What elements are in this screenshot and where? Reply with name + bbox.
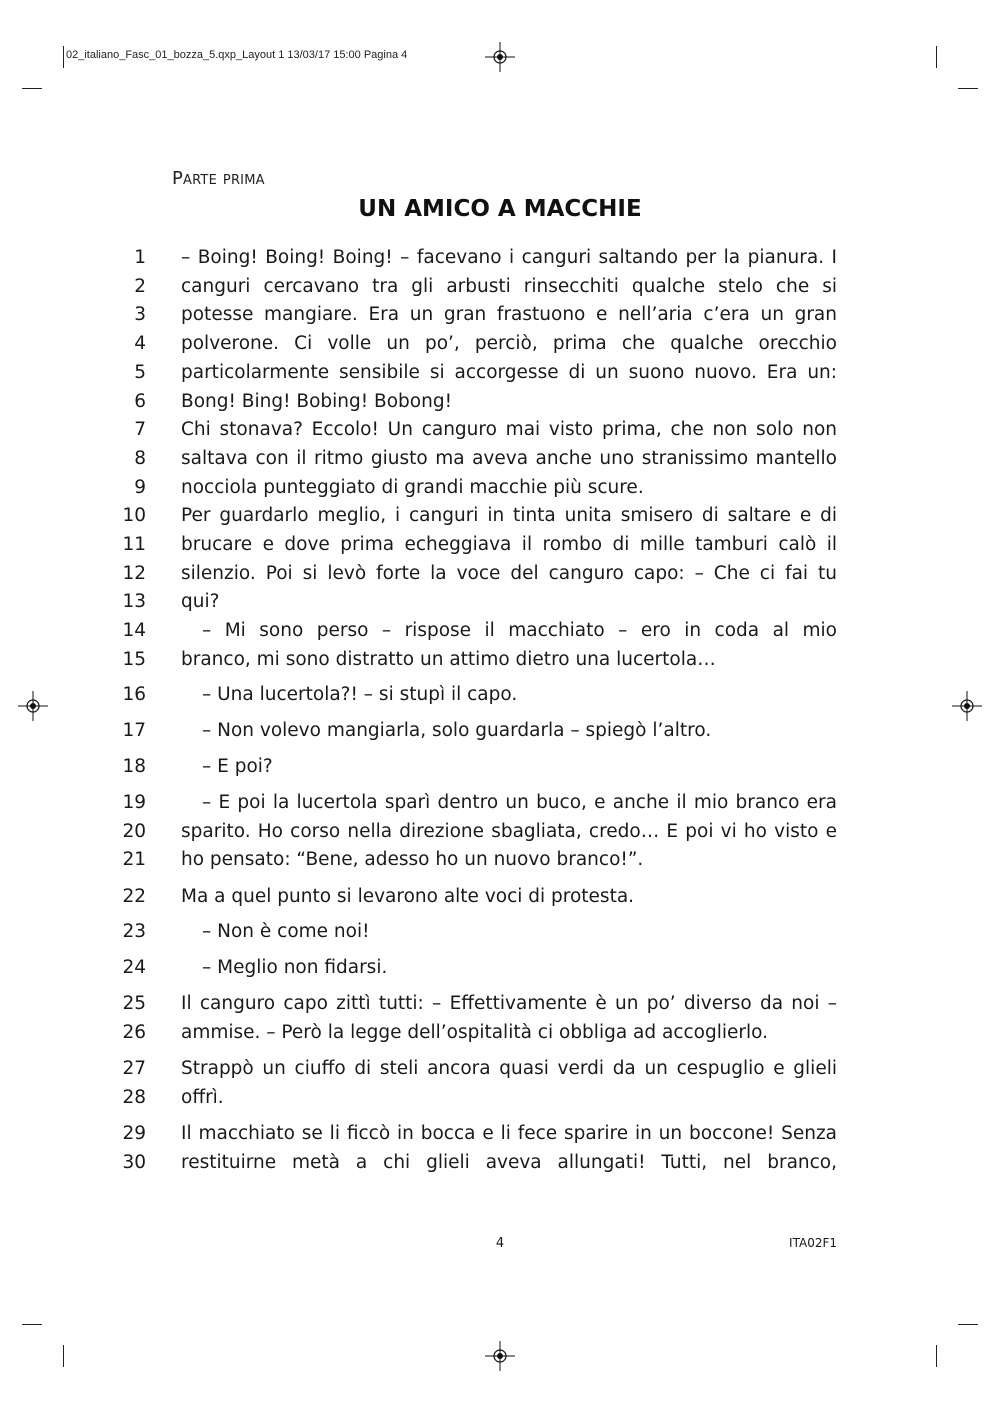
line-number: 27 bbox=[122, 1058, 146, 1079]
text-line bbox=[0, 953, 1000, 982]
line-text: – Una lucertola?! – si stupì il capo. bbox=[202, 684, 518, 705]
line-number: 19 bbox=[122, 792, 146, 813]
line-text: – E poi la lucertola sparì dentro un buco, e anche il mio branco era bbox=[202, 792, 837, 813]
text-line bbox=[0, 387, 1000, 416]
crop-mark-top-right-v bbox=[936, 46, 937, 68]
crop-mark-top-right-h bbox=[958, 88, 978, 89]
text-line bbox=[0, 817, 1000, 846]
crop-mark-bottom-left-v bbox=[63, 1345, 64, 1367]
line-text: particolarmente sensibile si accorgesse di un suono nuovo. Era un: bbox=[181, 362, 837, 383]
line-number: 7 bbox=[134, 419, 146, 440]
line-text: Strappò un ciuffo di steli ancora quasi verdi da un cespuglio e glieli bbox=[181, 1058, 837, 1079]
section-label: Parte prima bbox=[172, 168, 265, 189]
line-number: 3 bbox=[134, 304, 146, 325]
text-line bbox=[0, 243, 1000, 272]
text-line bbox=[0, 1119, 1000, 1148]
text-line bbox=[0, 272, 1000, 301]
line-text: canguri cercavano tra gli arbusti rinsecchiti qualche stelo che si bbox=[181, 276, 837, 297]
line-number: 4 bbox=[134, 333, 146, 354]
line-number: 16 bbox=[122, 684, 146, 705]
line-text: silenzio. Poi si levò forte la voce del canguro capo: – Che ci fai tu bbox=[181, 563, 837, 584]
text-line bbox=[0, 587, 1000, 616]
text-line bbox=[0, 882, 1000, 911]
line-text: restituirne metà a chi glieli aveva allungati! Tutti, nel branco, bbox=[181, 1152, 837, 1173]
line-number: 29 bbox=[122, 1123, 146, 1144]
line-number: 12 bbox=[122, 563, 146, 584]
line-number: 26 bbox=[122, 1022, 146, 1043]
line-text: – Mi sono perso – rispose il macchiato – ero in coda al mio bbox=[202, 620, 837, 641]
line-number: 5 bbox=[134, 362, 146, 383]
line-text: polverone. Ci volle un po’, perciò, prima che qualche orecchio bbox=[181, 333, 837, 354]
crop-mark-top-left-h bbox=[22, 88, 42, 89]
text-line bbox=[0, 680, 1000, 709]
line-number: 21 bbox=[122, 849, 146, 870]
line-text: nocciola punteggiato di grandi macchie più scure. bbox=[181, 477, 644, 498]
text-line bbox=[0, 917, 1000, 946]
line-text: ho pensato: “Bene, adesso ho un nuovo branco!”. bbox=[181, 849, 644, 870]
crop-mark-bottom-right-h bbox=[958, 1324, 978, 1325]
line-text: Ma a quel punto si levarono alte voci di protesta. bbox=[181, 886, 635, 907]
line-text: potesse mangiare. Era un gran frastuono e nell’aria c’era un gran bbox=[181, 304, 837, 325]
line-number: 15 bbox=[122, 649, 146, 670]
text-line bbox=[0, 358, 1000, 387]
text-line bbox=[0, 1148, 1000, 1177]
line-text: branco, mi sono distratto un attimo dietro una lucertola… bbox=[181, 649, 716, 670]
line-number: 25 bbox=[122, 993, 146, 1014]
line-number: 17 bbox=[122, 720, 146, 741]
crop-mark-top-left-v bbox=[63, 46, 64, 68]
line-number: 8 bbox=[134, 448, 146, 469]
text-line bbox=[0, 616, 1000, 645]
line-number: 23 bbox=[122, 921, 146, 942]
line-number: 10 bbox=[122, 505, 146, 526]
line-text: sparito. Ho corso nella direzione sbagliata, credo… E poi vi ho visto e bbox=[181, 821, 837, 842]
line-text: – E poi? bbox=[202, 756, 273, 777]
line-text: – Non è come noi! bbox=[202, 921, 370, 942]
line-text: – Non volevo mangiarla, solo guardarla – spiegò l’altro. bbox=[202, 720, 712, 741]
registration-mark-icon bbox=[485, 42, 515, 72]
text-line bbox=[0, 501, 1000, 530]
registration-mark-icon bbox=[485, 1341, 515, 1371]
line-number: 28 bbox=[122, 1087, 146, 1108]
line-text: – Boing! Boing! Boing! – facevano i canguri saltando per la pianura. I bbox=[181, 247, 837, 268]
text-line bbox=[0, 845, 1000, 874]
text-line bbox=[0, 300, 1000, 329]
text-line bbox=[0, 530, 1000, 559]
crop-mark-bottom-left-h bbox=[22, 1324, 42, 1325]
text-line bbox=[0, 989, 1000, 1018]
line-text: Per guardarlo meglio, i canguri in tinta unita smisero di saltare e di bbox=[181, 505, 837, 526]
line-text: Il canguro capo zittì tutti: – Effettivamente è un po’ diverso da noi – bbox=[181, 993, 837, 1014]
text-line bbox=[0, 1054, 1000, 1083]
line-text: saltava con il ritmo giusto ma aveva anche uno stranissimo mantello bbox=[181, 448, 837, 469]
line-number: 20 bbox=[122, 821, 146, 842]
line-number: 22 bbox=[122, 886, 146, 907]
line-text: – Meglio non fidarsi. bbox=[202, 957, 388, 978]
line-text: Chi stonava? Eccolo! Un canguro mai visto prima, che non solo non bbox=[181, 419, 837, 440]
crop-mark-bottom-right-v bbox=[936, 1345, 937, 1367]
line-text: qui? bbox=[181, 591, 220, 612]
line-number: 14 bbox=[122, 620, 146, 641]
text-line bbox=[0, 559, 1000, 588]
line-number: 30 bbox=[122, 1152, 146, 1173]
text-line bbox=[0, 444, 1000, 473]
page-title: UN AMICO A MACCHIE bbox=[358, 196, 642, 222]
line-number: 2 bbox=[134, 276, 146, 297]
text-line bbox=[0, 1018, 1000, 1047]
text-line bbox=[0, 788, 1000, 817]
text-line bbox=[0, 716, 1000, 745]
line-text: ammise. – Però la legge dell’ospitalità ci obbliga ad accoglierlo. bbox=[181, 1022, 769, 1043]
line-number: 18 bbox=[122, 756, 146, 777]
line-number: 13 bbox=[122, 591, 146, 612]
line-number: 11 bbox=[122, 534, 146, 555]
text-line bbox=[0, 329, 1000, 358]
text-line bbox=[0, 1083, 1000, 1112]
page-number: 4 bbox=[495, 1236, 505, 1251]
text-line bbox=[0, 473, 1000, 502]
text-line bbox=[0, 415, 1000, 444]
document-code: ITA02F1 bbox=[789, 1236, 837, 1250]
text-line bbox=[0, 645, 1000, 674]
text-line bbox=[0, 752, 1000, 781]
line-text: Bong! Bing! Bobing! Bobong! bbox=[181, 391, 452, 412]
printer-slug: 02_italiano_Fasc_01_bozza_5.qxp_Layout 1 13/03/17 15:00 Pagina 4 bbox=[66, 49, 408, 61]
line-text: offrì. bbox=[181, 1087, 224, 1108]
line-number: 1 bbox=[134, 247, 146, 268]
line-number: 24 bbox=[122, 957, 146, 978]
line-number: 9 bbox=[134, 477, 146, 498]
line-text: Il macchiato se li ficcò in bocca e li fece sparire in un boccone! Senza bbox=[181, 1123, 837, 1144]
line-text: brucare e dove prima echeggiava il rombo di mille tamburi calò il bbox=[181, 534, 837, 555]
line-number: 6 bbox=[134, 391, 146, 412]
